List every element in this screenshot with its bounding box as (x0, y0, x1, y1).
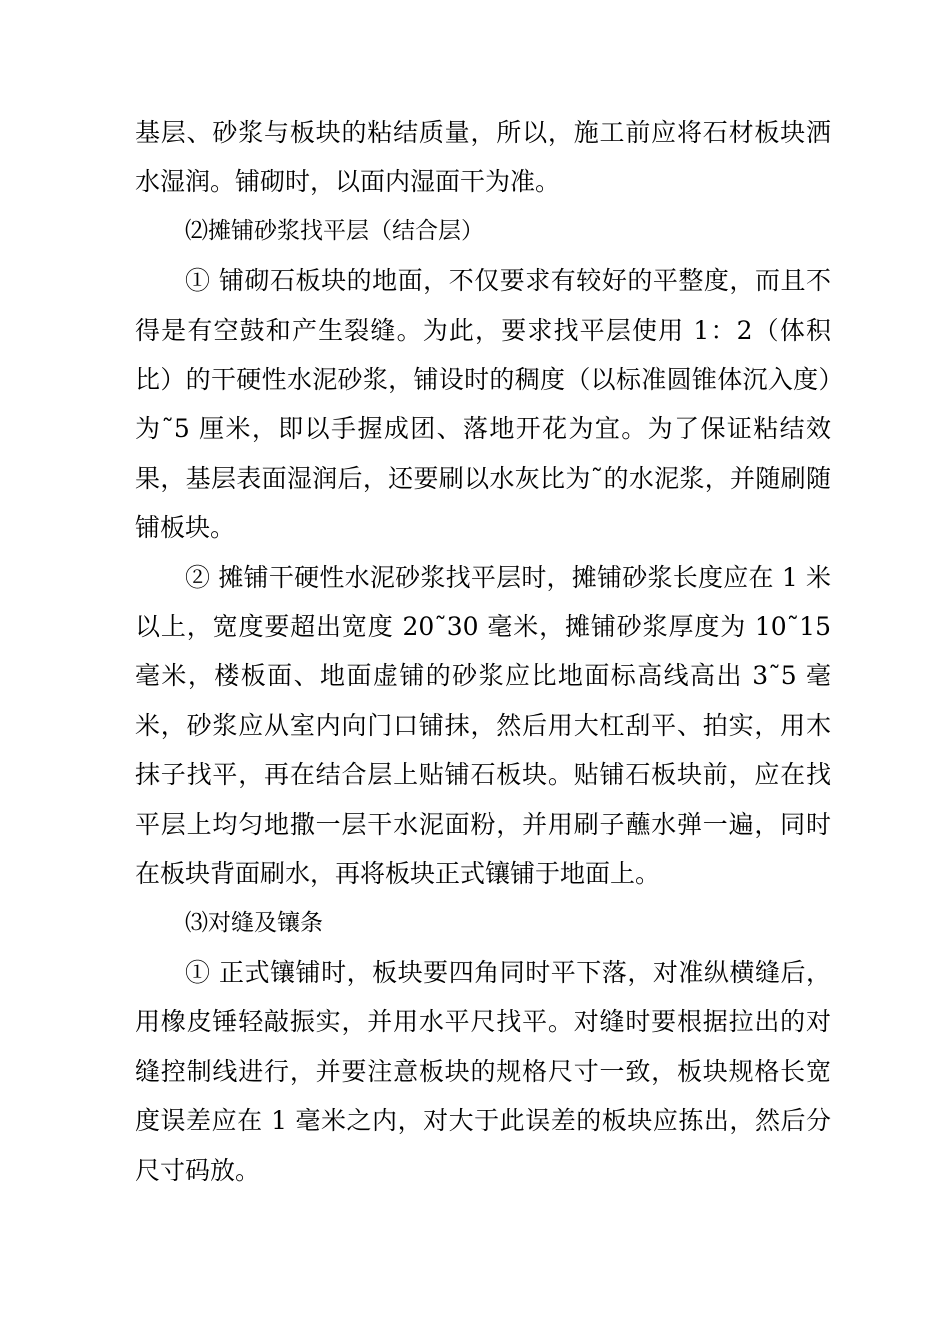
section-heading-2: ⑵摊铺砂浆找平层（结合层） (185, 217, 484, 244)
body-paragraph-continuation: 基层、砂浆与板块的粘结质量，所以，施工前应将石材板块洒水湿润。铺砌时，以面内湿面干为准。 (135, 118, 831, 197)
document-page (135, 108, 831, 1195)
body-paragraph-2-2: ② 摊铺干硬性水泥砂浆找平层时，摊铺砂浆长度应在 1 米以上，宽度要超出宽度 20˜30 毫米，摊铺砂浆厚度为 10˜15 毫米，楼板面、地面虚铺的砂浆应比地面标高线高出 3˜5 毫米，砂浆应从室内向门口铺抹，然后用大杠刮平、拍实，用木抹子找平，再在结合层上贴铺石板块。贴铺石板块前，应在找平层上均匀地撒一层干水泥面粉，并用刷子蘸水弹一遍，同时在板块背面刷水，再将板块正式镶铺于地面上。 (135, 562, 831, 889)
body-paragraph-2-1: ① 铺砌石板块的地面，不仅要求有较好的平整度，而且不得是有空鼓和产生裂缝。为此，要求找平层使用 1：2（体积比）的干硬性水泥砂浆，铺设时的稠度（以标准圆锥体沉入度）为˜5 厘米，即以手握成团、落地开花为宜。为了保证粘结效果，基层表面湿润后，还要刷以水灰比为˜的水泥浆，并随刷随铺板块。 (135, 266, 831, 543)
section-heading-3: ⑶对缝及镶条 (185, 909, 323, 936)
body-paragraph-3-1: ① 正式镶铺时，板块要四角同时平下落，对准纵横缝后，用橡皮锤轻敲振实，并用水平尺找平。对缝时要根据拉出的对缝控制线进行，并要注意板块的规格尺寸一致，板块规格长宽度误差应在 1 毫米之内，对大于此误差的板块应拣出，然后分尺寸码放。 (135, 957, 831, 1185)
